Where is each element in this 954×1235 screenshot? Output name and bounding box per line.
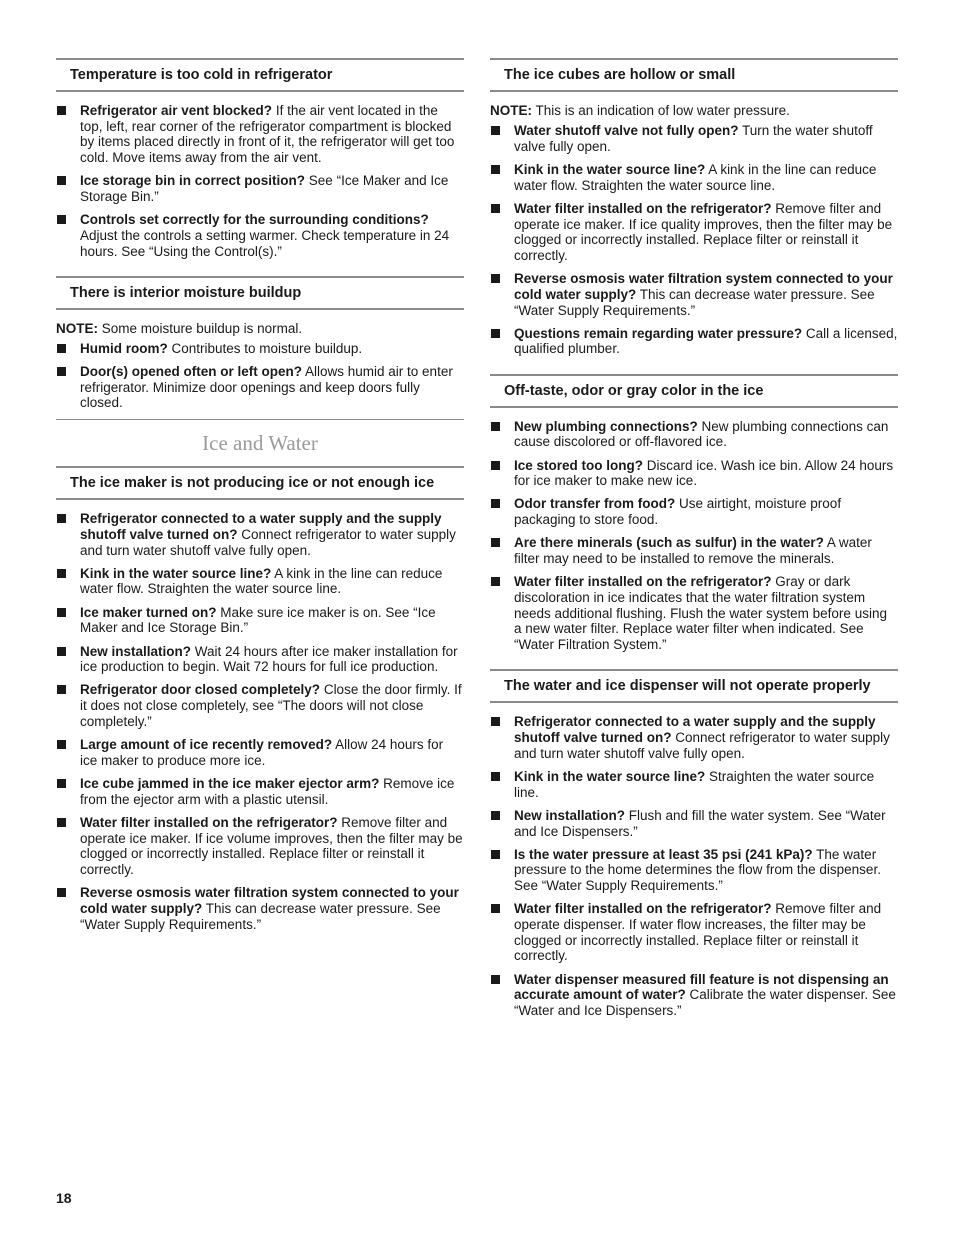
square-bullet-icon bbox=[57, 685, 66, 694]
list-item: Refrigerator door closed completely? Close the door firmly. If it does not close completely, see “The doors will not close completely.” bbox=[56, 682, 464, 729]
square-bullet-icon bbox=[57, 215, 66, 224]
square-bullet-icon bbox=[491, 717, 500, 726]
right-column bbox=[490, 58, 898, 1026]
chapter-title-block bbox=[56, 419, 464, 456]
list-item: Ice storage bin in correct position? See “Ice Maker and Ice Storage Bin.” bbox=[56, 173, 464, 204]
square-bullet-icon bbox=[491, 975, 500, 984]
square-bullet-icon bbox=[57, 608, 66, 617]
list-item: Are there minerals (such as sulfur) in the water? A water filter may need to be installed to remove the minerals. bbox=[490, 535, 898, 566]
square-bullet-icon bbox=[491, 499, 500, 508]
list-item: Is the water pressure at least 35 psi (241 kPa)? The water pressure to the home determines the flow from the dispenser. See “Water Supply Requirements.” bbox=[490, 847, 898, 894]
square-bullet-icon bbox=[57, 514, 66, 523]
list-item: Refrigerator connected to a water supply and the supply shutoff valve turned on? Connect refrigerator to water supply and turn water shutoff valve fully open. bbox=[56, 511, 464, 558]
square-bullet-icon bbox=[491, 461, 500, 470]
square-bullet-icon bbox=[491, 126, 500, 135]
square-bullet-icon bbox=[57, 367, 66, 376]
square-bullet-icon bbox=[491, 577, 500, 586]
square-bullet-icon bbox=[57, 740, 66, 749]
square-bullet-icon bbox=[57, 888, 66, 897]
list-item: Water shutoff valve not fully open? Turn the water shutoff valve fully open. bbox=[490, 123, 898, 154]
page-number: 18 bbox=[56, 1190, 72, 1206]
list-item: Water filter installed on the refrigerator? Remove filter and operate dispenser. If water flow increases, the filter may be clogged or incorrectly installed. Replace filter or reinstall it correctly. bbox=[490, 901, 898, 964]
list-item: Odor transfer from food? Use airtight, moisture proof packaging to store food. bbox=[490, 496, 898, 527]
section-heading-hollow-ice: The ice cubes are hollow or small bbox=[490, 58, 898, 92]
square-bullet-icon bbox=[491, 422, 500, 431]
list-item: Reverse osmosis water filtration system connected to your cold water supply? This can decrease water pressure. See “Water Supply Requirements.” bbox=[56, 885, 464, 932]
list-off-taste bbox=[490, 419, 898, 653]
square-bullet-icon bbox=[57, 344, 66, 353]
chapter-title: Ice and Water bbox=[202, 431, 318, 456]
square-bullet-icon bbox=[57, 106, 66, 115]
square-bullet-icon bbox=[491, 850, 500, 859]
list-item: Water dispenser measured fill feature is not dispensing an accurate amount of water? Calibrate the water dispenser. See “Water and Ice Dispensers.” bbox=[490, 972, 898, 1019]
list-item: Ice cube jammed in the ice maker ejector arm? Remove ice from the ejector arm with a plastic utensil. bbox=[56, 776, 464, 807]
list-item: Kink in the water source line? Straighten the water source line. bbox=[490, 769, 898, 800]
square-bullet-icon bbox=[491, 329, 500, 338]
square-bullet-icon bbox=[491, 811, 500, 820]
square-bullet-icon bbox=[57, 647, 66, 656]
section-heading-too-cold: Temperature is too cold in refrigerator bbox=[56, 58, 464, 92]
section-heading-moisture: There is interior moisture buildup bbox=[56, 276, 464, 310]
list-item: Water filter installed on the refrigerator? Remove filter and operate ice maker. If ice volume improves, then the filter may be clogged or incorrectly installed. Replace filter or reinstall it correctly. bbox=[56, 815, 464, 878]
square-bullet-icon bbox=[491, 274, 500, 283]
square-bullet-icon bbox=[57, 176, 66, 185]
list-ice-maker bbox=[56, 511, 464, 932]
list-item: Questions remain regarding water pressure? Call a licensed, qualified plumber. bbox=[490, 326, 898, 357]
square-bullet-icon bbox=[57, 818, 66, 827]
list-dispenser bbox=[490, 714, 898, 1018]
list-item: New installation? Flush and fill the water system. See “Water and Ice Dispensers.” bbox=[490, 808, 898, 839]
square-bullet-icon bbox=[491, 772, 500, 781]
left-column bbox=[56, 58, 464, 940]
list-too-cold bbox=[56, 103, 464, 259]
section-heading-dispenser: The water and ice dispenser will not operate properly bbox=[490, 669, 898, 703]
list-item: Large amount of ice recently removed? Allow 24 hours for ice maker to produce more ice. bbox=[56, 737, 464, 768]
note-moisture: NOTE: Some moisture buildup is normal. bbox=[56, 320, 303, 336]
list-item: Ice maker turned on? Make sure ice maker is on. See “Ice Maker and Ice Storage Bin.” bbox=[56, 605, 464, 636]
square-bullet-icon bbox=[57, 779, 66, 788]
list-item: New plumbing connections? New plumbing connections can cause discolored or off-flavored ice. bbox=[490, 419, 898, 450]
list-item: Water filter installed on the refrigerator? Remove filter and operate ice maker. If ice quality improves, then the filter may be clogged or incorrectly installed. Replace filter or reinstall it correctly. bbox=[490, 201, 898, 264]
note-hollow-ice: NOTE: This is an indication of low water pressure. bbox=[490, 103, 790, 118]
list-item: Ice stored too long? Discard ice. Wash ice bin. Allow 24 hours for ice maker to make new ice. bbox=[490, 458, 898, 489]
list-item: Controls set correctly for the surrounding conditions? Adjust the controls a setting warmer. Check temperature in 24 hours. See “Using the Control(s).” bbox=[56, 212, 464, 259]
list-moisture bbox=[56, 341, 464, 411]
list-item: Door(s) opened often or left open? Allows humid air to enter refrigerator. Minimize door openings and keep doors fully closed. bbox=[56, 364, 464, 411]
list-item: Refrigerator connected to a water supply and the supply shutoff valve turned on? Connect refrigerator to water supply and turn water shutoff valve fully open. bbox=[490, 714, 898, 761]
square-bullet-icon bbox=[491, 538, 500, 547]
list-item: Kink in the water source line? A kink in the line can reduce water flow. Straighten the water source line. bbox=[490, 162, 898, 193]
list-item: Reverse osmosis water filtration system connected to your cold water supply? This can decrease water pressure. See “Water Supply Requirements.” bbox=[490, 271, 898, 318]
square-bullet-icon bbox=[491, 904, 500, 913]
square-bullet-icon bbox=[491, 165, 500, 174]
list-item: Refrigerator air vent blocked? If the air vent located in the top, left, rear corner of the refrigerator compartment is blocked by items placed directly in front of it, the refrigerator will get too cold. Move items away from the air vent. bbox=[56, 103, 464, 166]
list-item: New installation? Wait 24 hours after ice maker installation for ice production to begin. Wait 72 hours for full ice production. bbox=[56, 644, 464, 675]
square-bullet-icon bbox=[491, 204, 500, 213]
list-item: Water filter installed on the refrigerator? Gray or dark discoloration in ice indicates that the water filtration system needs additional flushing. Flush the water system before using a new water filter. Replace water filter when indicated. See “Water Filtration System.” bbox=[490, 574, 898, 653]
section-heading-off-taste: Off-taste, odor or gray color in the ice bbox=[490, 374, 898, 408]
list-item: Humid room? Contributes to moisture buildup. bbox=[56, 341, 464, 357]
section-heading-ice-maker: The ice maker is not producing ice or not enough ice bbox=[56, 466, 464, 500]
list-item: Kink in the water source line? A kink in the line can reduce water flow. Straighten the water source line. bbox=[56, 566, 464, 597]
list-hollow-ice bbox=[490, 123, 898, 357]
square-bullet-icon bbox=[57, 569, 66, 578]
